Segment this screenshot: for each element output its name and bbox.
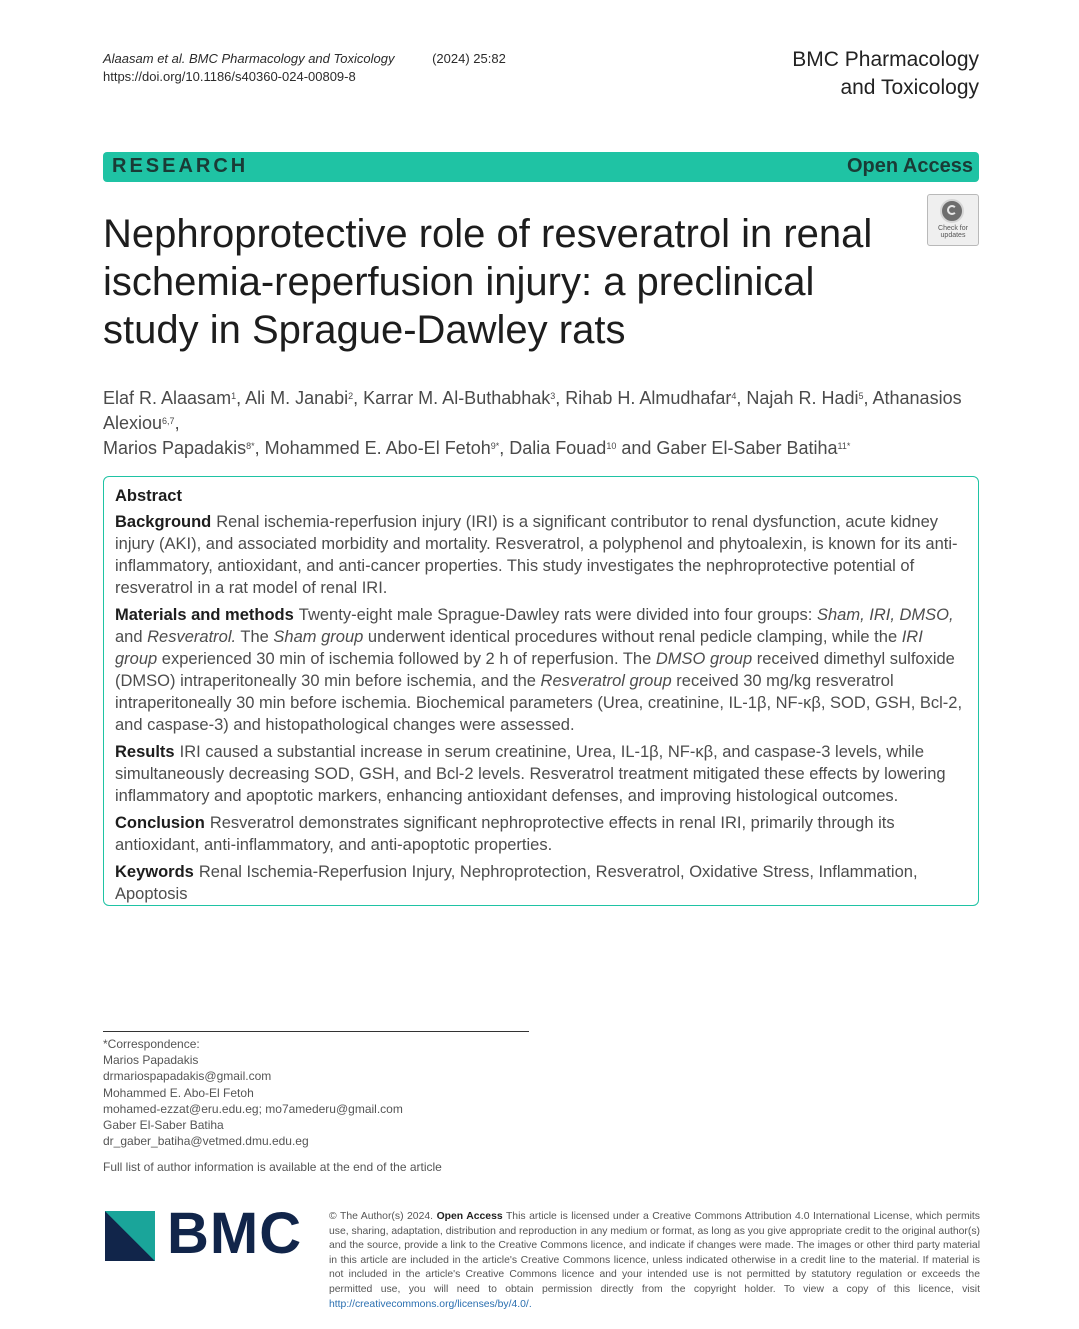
footnote-divider <box>103 1031 529 1032</box>
check-updates-text: Check for updates <box>938 225 968 239</box>
journal-name-line1: BMC Pharmacology <box>792 48 979 71</box>
article-type-label: RESEARCH <box>112 155 249 177</box>
author-info-note: Full list of author information is available at the end of the article <box>103 1160 442 1174</box>
check-for-updates-badge[interactable] <box>927 194 979 246</box>
bmc-logo-mark-icon <box>105 1211 155 1261</box>
author-list: Elaf R. Alaasam$^1$, Ali M. Janabi$^2$, Karrar M. Al-Buthabhak$^3$, Rihab H. Almudhafar$^4$, Najah R. Hadi$^5$, Athanasios Alexiou$^{6,7}$, Marios Papadakis$^{8*}$, Mohammed E. Abo-El Fetoh$^{9*}$, Dalia Fouad$^{10}$ and Gaber El-Saber Batiha$^{11*}$ <box>103 388 962 458</box>
article-title: Nephroprotective role of resveratrol in renal ischemia-reperfusion injury: a preclinical study in Sprague-Dawley rats <box>103 212 873 352</box>
abstract-results: Results IRI caused a substantial increase in serum creatinine, Urea, IL-1β, NF-κβ, and caspase-3 levels, while simultaneously decreasing SOD, GSH, and Bcl-2 levels. Resveratrol treatment mitigated these effects by lowering inflammatory and apoptotic markers, enhancing antioxidant defenses, and improving histological outcomes. <box>115 743 946 805</box>
author[interactable]: Rihab H. Almudhafar$^4$ <box>565 388 737 408</box>
correspondence-name: Gaber El-Saber Batiha <box>103 1118 224 1133</box>
citation-text: Alaasam et al. BMC Pharmacology and Toxicology <box>103 51 395 66</box>
bmc-logo-text: BMC <box>167 1201 303 1266</box>
author[interactable]: Marios Papadakis$^{8*}$ <box>103 438 255 458</box>
author[interactable]: Karrar M. Al-Buthabhak$^3$ <box>363 388 556 408</box>
abstract-conclusion: Conclusion Resveratrol demonstrates significant nephroprotective effects in renal IRI, primarily through its antioxidant, anti-inflammatory, and anti-apoptotic properties. <box>115 814 895 854</box>
correspondence-email[interactable]: dr_gaber_batiha@vetmed.dmu.edu.eg <box>103 1134 309 1149</box>
correspondence-heading: *Correspondence: <box>103 1037 200 1051</box>
doi-link[interactable]: https://doi.org/10.1186/s40360-024-00809-8 <box>103 69 356 84</box>
abstract-heading: Abstract <box>115 487 182 505</box>
author[interactable]: Mohammed E. Abo-El Fetoh$^{9*}$ <box>264 438 500 458</box>
correspondence-block <box>103 1036 403 1149</box>
author[interactable]: Gaber El-Saber Batiha$^{11*}$ <box>656 438 851 458</box>
bmc-logo[interactable] <box>105 1201 305 1266</box>
author[interactable]: Najah R. Hadi$^5$ <box>746 388 864 408</box>
license-link[interactable]: http://creativecommons.org/licenses/by/4.0/. <box>329 1298 532 1310</box>
journal-name-line2: and Toxicology <box>840 76 979 99</box>
journal-name <box>792 46 979 102</box>
license-text: © The Author(s) 2024. Open Access This article is licensed under a Creative Commons Attribution 4.0 International License, which permits use, sharing, adaptation, distribution and reproduction in any medium or format, as long as you give appropriate credit to the original author(s) and the source, provide a link to the Creative Commons licence, and indicate if changes were made. The images or other third party material in this article are included in the article's Creative Commons licence, unless indicated otherwise in a credit line to the material. If material is not included in the article's Creative Commons licence and your intended use is not permitted by statutory regulation or exceeds the permitted use, you will need to obtain permission directly from the copyright holder. To view a copy of this licence, visit http://creativecommons.org/licenses/by/4.0/. <box>329 1211 980 1310</box>
article-type-banner <box>103 152 979 182</box>
open-access-label: Open Access <box>847 155 973 177</box>
issue-text: (2024) 25:82 <box>432 51 506 66</box>
correspondence-name: Marios Papadakis <box>103 1053 199 1068</box>
correspondence-email[interactable]: drmariospapadakis@gmail.com <box>103 1069 272 1084</box>
abstract-background: Background Renal ischemia-reperfusion injury (IRI) is a significant contributor to renal dysfunction, acute kidney injury (AKI), and associated morbidity and mortality. Resveratrol, a polyphenol and phytoalexin, is known for its anti-inflammatory, antioxidant, and anti-cancer properties. This study investigates the nephroprotective potential of resveratrol in a rat model of renal IRI. <box>115 513 958 597</box>
correspondence-email[interactable]: mohamed-ezzat@eru.edu.eg; mo7amederu@gmail.com <box>103 1101 403 1116</box>
author[interactable]: Ali M. Janabi$^2$ <box>245 388 354 408</box>
author[interactable]: Elaf R. Alaasam$^1$ <box>103 388 237 408</box>
check-updates-icon <box>940 199 964 223</box>
author[interactable]: Dalia Fouad$^{10}$ <box>509 438 617 458</box>
abstract-methods: Materials and methods Twenty-eight male Sprague-Dawley rats were divided into four groups: Sham, IRI, DMSO, and Resveratrol. The Sham group underwent identical procedures without renal pedicle clamping, while the IRI group experienced 30 min of ischemia followed by 2 h of reperfusion. The DMSO group received dimethyl sulfoxide (DMSO) intraperitoneally 30 min before ischemia, and the Resveratrol group received 30 mg/kg resveratrol intraperitoneally 30 min before ischemia. Biochemical parameters (Urea, creatinine, IL-1β, NF-κβ, SOD, GSH, Bcl-2, and caspase-3) and histopathological changes were assessed. <box>115 606 963 734</box>
abstract-keywords: Keywords Renal Ischemia-Reperfusion Injury, Nephroprotection, Resveratrol, Oxidative Stress, Inflammation, Apoptosis <box>115 863 918 903</box>
correspondence-name: Mohammed E. Abo-El Fetoh <box>103 1085 254 1100</box>
running-header <box>103 50 506 86</box>
abstract-box <box>103 476 979 906</box>
author[interactable]: Athanasios Alexiou$^{6,7}$ <box>103 388 962 433</box>
license-open-access: Open Access <box>436 1211 503 1222</box>
